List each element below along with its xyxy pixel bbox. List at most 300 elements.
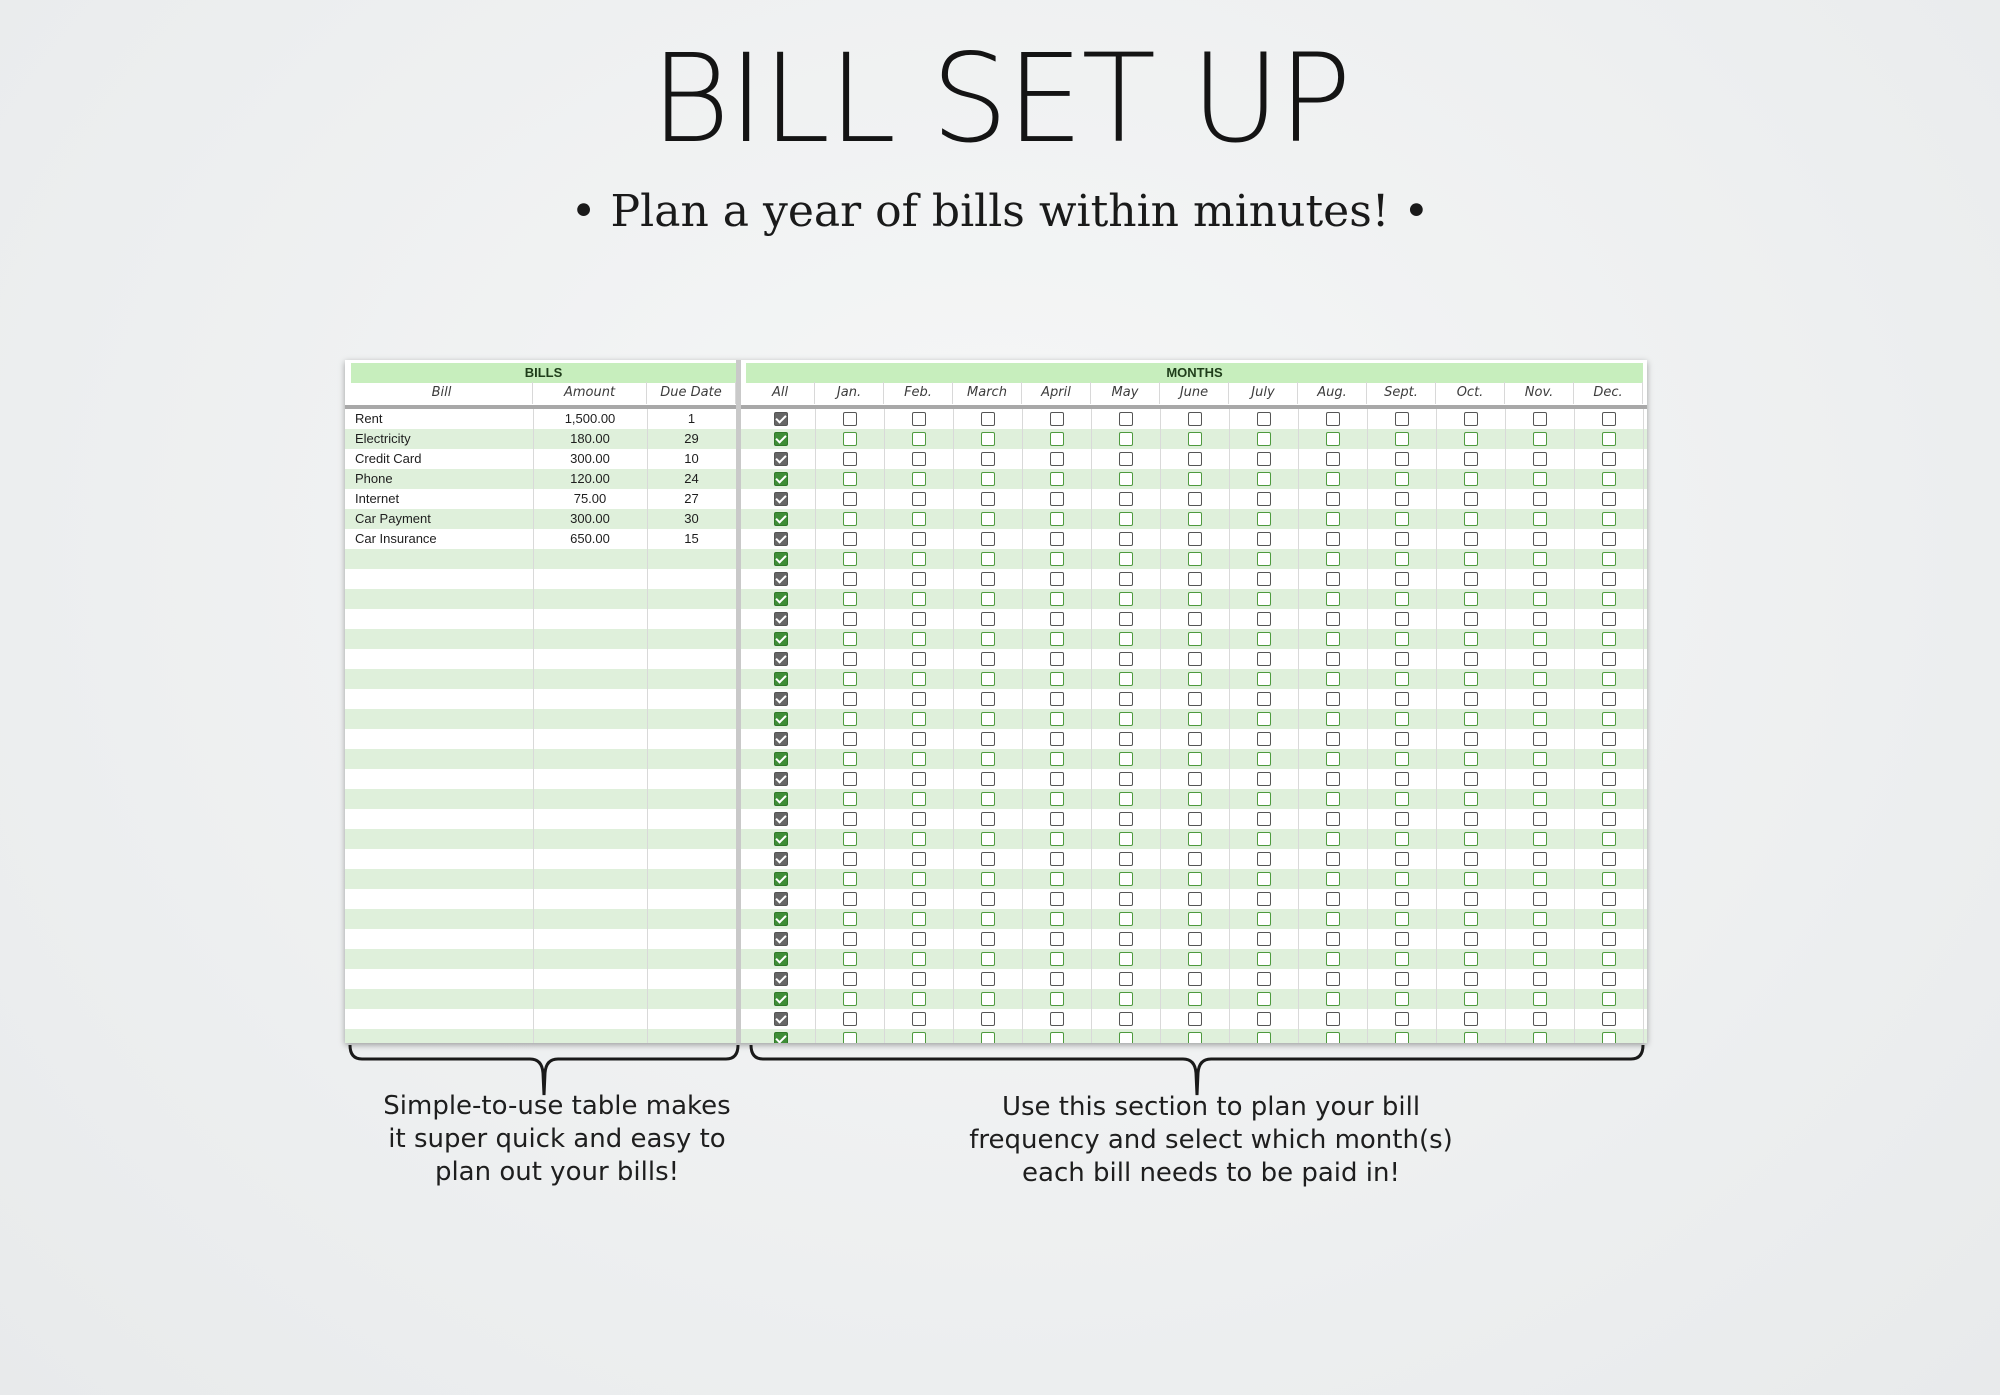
month-checkbox[interactable]: [1602, 932, 1616, 946]
month-checkbox[interactable]: [912, 832, 926, 846]
month-checkbox[interactable]: [1188, 792, 1202, 806]
month-checkbox[interactable]: [912, 872, 926, 886]
month-checkbox[interactable]: [1188, 852, 1202, 866]
all-months-checkbox[interactable]: [774, 972, 788, 986]
bill-amount-cell[interactable]: [533, 589, 647, 609]
month-checkbox[interactable]: [1257, 672, 1271, 686]
bill-bill-cell[interactable]: [355, 709, 533, 729]
month-checkbox[interactable]: [1602, 452, 1616, 466]
month-checkbox[interactable]: [912, 592, 926, 606]
month-checkbox[interactable]: [1395, 912, 1409, 926]
month-checkbox[interactable]: [843, 612, 857, 626]
month-checkbox[interactable]: [1050, 872, 1064, 886]
month-checkbox[interactable]: [1464, 412, 1478, 426]
month-checkbox[interactable]: [1257, 912, 1271, 926]
month-checkbox[interactable]: [1257, 652, 1271, 666]
bill-amount-cell[interactable]: 75.00: [573, 491, 607, 506]
month-checkbox[interactable]: [912, 512, 926, 526]
month-checkbox[interactable]: [1602, 912, 1616, 926]
month-checkbox[interactable]: [843, 792, 857, 806]
month-checkbox[interactable]: [1464, 812, 1478, 826]
month-checkbox[interactable]: [1464, 512, 1478, 526]
month-checkbox[interactable]: [1050, 572, 1064, 586]
month-checkbox[interactable]: [1257, 892, 1271, 906]
month-checkbox[interactable]: [1395, 932, 1409, 946]
month-checkbox[interactable]: [981, 912, 995, 926]
bill-amount-cell[interactable]: [533, 549, 647, 569]
month-checkbox[interactable]: [1119, 912, 1133, 926]
bill-amount-cell[interactable]: [533, 809, 647, 829]
month-checkbox[interactable]: [1533, 632, 1547, 646]
month-checkbox[interactable]: [912, 812, 926, 826]
month-checkbox[interactable]: [912, 712, 926, 726]
month-checkbox[interactable]: [1602, 992, 1616, 1006]
month-checkbox[interactable]: [1464, 552, 1478, 566]
month-checkbox[interactable]: [981, 732, 995, 746]
bill-bill-cell[interactable]: [355, 949, 533, 969]
month-checkbox[interactable]: [1257, 812, 1271, 826]
month-checkbox[interactable]: [1326, 652, 1340, 666]
month-checkbox[interactable]: [1119, 652, 1133, 666]
month-checkbox[interactable]: [1464, 472, 1478, 486]
month-checkbox[interactable]: [1464, 672, 1478, 686]
month-checkbox[interactable]: [1533, 1032, 1547, 1043]
bill-bill-cell[interactable]: [355, 909, 533, 929]
bill-due-cell[interactable]: [647, 1009, 736, 1029]
month-checkbox[interactable]: [1533, 712, 1547, 726]
month-checkbox[interactable]: [1533, 672, 1547, 686]
month-checkbox[interactable]: [1464, 852, 1478, 866]
month-checkbox[interactable]: [843, 732, 857, 746]
all-months-checkbox[interactable]: [774, 812, 788, 826]
month-checkbox[interactable]: [1326, 812, 1340, 826]
month-checkbox[interactable]: [1257, 932, 1271, 946]
month-checkbox[interactable]: [1050, 492, 1064, 506]
month-checkbox[interactable]: [1602, 852, 1616, 866]
month-checkbox[interactable]: [1050, 412, 1064, 426]
month-checkbox[interactable]: [912, 952, 926, 966]
month-checkbox[interactable]: [843, 1032, 857, 1043]
month-checkbox[interactable]: [1533, 752, 1547, 766]
month-checkbox[interactable]: [1257, 752, 1271, 766]
month-checkbox[interactable]: [1257, 792, 1271, 806]
month-checkbox[interactable]: [1326, 1012, 1340, 1026]
month-checkbox[interactable]: [1119, 692, 1133, 706]
month-checkbox[interactable]: [1464, 972, 1478, 986]
month-checkbox[interactable]: [1464, 432, 1478, 446]
all-months-checkbox[interactable]: [774, 712, 788, 726]
month-checkbox[interactable]: [1050, 752, 1064, 766]
all-months-checkbox[interactable]: [774, 612, 788, 626]
month-checkbox[interactable]: [843, 852, 857, 866]
month-checkbox[interactable]: [981, 552, 995, 566]
bill-bill-cell[interactable]: Rent: [355, 411, 383, 426]
month-checkbox[interactable]: [912, 412, 926, 426]
bill-due-cell[interactable]: 24: [684, 471, 699, 486]
month-checkbox[interactable]: [843, 752, 857, 766]
bill-due-cell[interactable]: [647, 649, 736, 669]
all-months-checkbox[interactable]: [774, 432, 788, 446]
month-checkbox[interactable]: [1119, 532, 1133, 546]
month-checkbox[interactable]: [912, 1032, 926, 1043]
month-checkbox[interactable]: [1326, 672, 1340, 686]
month-checkbox[interactable]: [1119, 592, 1133, 606]
bill-amount-cell[interactable]: [533, 729, 647, 749]
month-checkbox[interactable]: [912, 912, 926, 926]
month-checkbox[interactable]: [1533, 532, 1547, 546]
month-checkbox[interactable]: [981, 752, 995, 766]
bill-amount-cell[interactable]: [533, 909, 647, 929]
month-checkbox[interactable]: [1326, 892, 1340, 906]
bill-due-cell[interactable]: 30: [684, 511, 699, 526]
month-checkbox[interactable]: [1119, 452, 1133, 466]
month-checkbox[interactable]: [843, 872, 857, 886]
month-checkbox[interactable]: [1602, 512, 1616, 526]
month-checkbox[interactable]: [1257, 532, 1271, 546]
bill-due-cell[interactable]: 10: [684, 451, 699, 466]
month-checkbox[interactable]: [1119, 672, 1133, 686]
bill-due-cell[interactable]: [647, 589, 736, 609]
month-checkbox[interactable]: [912, 652, 926, 666]
month-checkbox[interactable]: [1188, 992, 1202, 1006]
month-checkbox[interactable]: [1602, 1012, 1616, 1026]
month-checkbox[interactable]: [1257, 852, 1271, 866]
month-checkbox[interactable]: [1188, 1032, 1202, 1043]
month-checkbox[interactable]: [1395, 592, 1409, 606]
month-checkbox[interactable]: [1188, 972, 1202, 986]
all-months-checkbox[interactable]: [774, 852, 788, 866]
month-checkbox[interactable]: [1602, 412, 1616, 426]
month-checkbox[interactable]: [1050, 532, 1064, 546]
all-months-checkbox[interactable]: [774, 772, 788, 786]
month-checkbox[interactable]: [981, 652, 995, 666]
month-checkbox[interactable]: [1326, 512, 1340, 526]
bill-amount-cell[interactable]: 300.00: [570, 451, 610, 466]
month-checkbox[interactable]: [912, 612, 926, 626]
bill-bill-cell[interactable]: [355, 889, 533, 909]
month-checkbox[interactable]: [1464, 532, 1478, 546]
month-checkbox[interactable]: [1602, 572, 1616, 586]
month-checkbox[interactable]: [1464, 932, 1478, 946]
month-checkbox[interactable]: [1533, 972, 1547, 986]
month-checkbox[interactable]: [1395, 1012, 1409, 1026]
month-checkbox[interactable]: [981, 1012, 995, 1026]
month-checkbox[interactable]: [1326, 832, 1340, 846]
month-checkbox[interactable]: [1533, 1012, 1547, 1026]
month-checkbox[interactable]: [1050, 712, 1064, 726]
month-checkbox[interactable]: [981, 532, 995, 546]
bill-bill-cell[interactable]: Internet: [355, 491, 400, 506]
bill-bill-cell[interactable]: Car Payment: [355, 511, 431, 526]
month-checkbox[interactable]: [843, 772, 857, 786]
month-checkbox[interactable]: [1257, 472, 1271, 486]
all-months-checkbox[interactable]: [774, 412, 788, 426]
month-checkbox[interactable]: [1602, 472, 1616, 486]
month-checkbox[interactable]: [843, 572, 857, 586]
month-checkbox[interactable]: [843, 652, 857, 666]
all-months-checkbox[interactable]: [774, 472, 788, 486]
month-checkbox[interactable]: [912, 992, 926, 1006]
bill-amount-cell[interactable]: [533, 989, 647, 1009]
month-checkbox[interactable]: [1119, 752, 1133, 766]
bill-amount-cell[interactable]: [533, 829, 647, 849]
month-checkbox[interactable]: [1602, 812, 1616, 826]
month-checkbox[interactable]: [1533, 492, 1547, 506]
month-checkbox[interactable]: [981, 872, 995, 886]
month-checkbox[interactable]: [1464, 772, 1478, 786]
bill-bill-cell[interactable]: [355, 849, 533, 869]
month-checkbox[interactable]: [1533, 452, 1547, 466]
month-checkbox[interactable]: [1050, 692, 1064, 706]
month-checkbox[interactable]: [912, 452, 926, 466]
month-checkbox[interactable]: [1533, 512, 1547, 526]
month-checkbox[interactable]: [1119, 432, 1133, 446]
month-checkbox[interactable]: [1188, 812, 1202, 826]
month-checkbox[interactable]: [912, 932, 926, 946]
bill-due-cell[interactable]: [647, 889, 736, 909]
month-checkbox[interactable]: [981, 932, 995, 946]
month-checkbox[interactable]: [843, 492, 857, 506]
month-checkbox[interactable]: [981, 572, 995, 586]
month-checkbox[interactable]: [981, 792, 995, 806]
month-checkbox[interactable]: [1257, 872, 1271, 886]
month-checkbox[interactable]: [1395, 792, 1409, 806]
all-months-checkbox[interactable]: [774, 872, 788, 886]
month-checkbox[interactable]: [1050, 432, 1064, 446]
month-checkbox[interactable]: [1395, 752, 1409, 766]
month-checkbox[interactable]: [1464, 452, 1478, 466]
month-checkbox[interactable]: [843, 412, 857, 426]
month-checkbox[interactable]: [1395, 832, 1409, 846]
month-checkbox[interactable]: [912, 472, 926, 486]
month-checkbox[interactable]: [1188, 652, 1202, 666]
month-checkbox[interactable]: [1395, 552, 1409, 566]
month-checkbox[interactable]: [1188, 712, 1202, 726]
month-checkbox[interactable]: [912, 772, 926, 786]
month-checkbox[interactable]: [1050, 652, 1064, 666]
month-checkbox[interactable]: [912, 432, 926, 446]
month-checkbox[interactable]: [1464, 872, 1478, 886]
bill-bill-cell[interactable]: [355, 989, 533, 1009]
bill-amount-cell[interactable]: [533, 789, 647, 809]
month-checkbox[interactable]: [843, 812, 857, 826]
month-checkbox[interactable]: [912, 752, 926, 766]
month-checkbox[interactable]: [1257, 552, 1271, 566]
all-months-checkbox[interactable]: [774, 732, 788, 746]
month-checkbox[interactable]: [1464, 1032, 1478, 1043]
all-months-checkbox[interactable]: [774, 592, 788, 606]
month-checkbox[interactable]: [981, 672, 995, 686]
month-checkbox[interactable]: [912, 792, 926, 806]
month-checkbox[interactable]: [1602, 952, 1616, 966]
month-checkbox[interactable]: [1326, 952, 1340, 966]
month-checkbox[interactable]: [1188, 552, 1202, 566]
month-checkbox[interactable]: [1464, 612, 1478, 626]
all-months-checkbox[interactable]: [774, 832, 788, 846]
month-checkbox[interactable]: [1326, 432, 1340, 446]
bill-amount-cell[interactable]: [533, 569, 647, 589]
month-checkbox[interactable]: [1395, 432, 1409, 446]
all-months-checkbox[interactable]: [774, 492, 788, 506]
month-checkbox[interactable]: [1119, 852, 1133, 866]
month-checkbox[interactable]: [1326, 612, 1340, 626]
month-checkbox[interactable]: [1119, 552, 1133, 566]
month-checkbox[interactable]: [1119, 612, 1133, 626]
month-checkbox[interactable]: [1188, 472, 1202, 486]
month-checkbox[interactable]: [1464, 692, 1478, 706]
month-checkbox[interactable]: [1395, 492, 1409, 506]
month-checkbox[interactable]: [1395, 512, 1409, 526]
month-checkbox[interactable]: [1119, 732, 1133, 746]
month-checkbox[interactable]: [1464, 592, 1478, 606]
month-checkbox[interactable]: [843, 1012, 857, 1026]
month-checkbox[interactable]: [1188, 772, 1202, 786]
bill-amount-cell[interactable]: [533, 669, 647, 689]
month-checkbox[interactable]: [1050, 1012, 1064, 1026]
bill-bill-cell[interactable]: Credit Card: [355, 451, 422, 466]
bill-bill-cell[interactable]: [355, 589, 533, 609]
month-checkbox[interactable]: [981, 432, 995, 446]
month-checkbox[interactable]: [1119, 872, 1133, 886]
month-checkbox[interactable]: [1602, 612, 1616, 626]
bill-bill-cell[interactable]: Phone: [355, 471, 393, 486]
month-checkbox[interactable]: [912, 972, 926, 986]
month-checkbox[interactable]: [843, 552, 857, 566]
month-checkbox[interactable]: [1188, 952, 1202, 966]
bill-bill-cell[interactable]: [355, 809, 533, 829]
month-checkbox[interactable]: [1602, 492, 1616, 506]
month-checkbox[interactable]: [1119, 472, 1133, 486]
month-checkbox[interactable]: [1602, 652, 1616, 666]
bill-bill-cell[interactable]: [355, 749, 533, 769]
bill-amount-cell[interactable]: 650.00: [570, 531, 610, 546]
month-checkbox[interactable]: [1602, 672, 1616, 686]
all-months-checkbox[interactable]: [774, 572, 788, 586]
month-checkbox[interactable]: [912, 572, 926, 586]
all-months-checkbox[interactable]: [774, 792, 788, 806]
month-checkbox[interactable]: [1395, 472, 1409, 486]
month-checkbox[interactable]: [1188, 492, 1202, 506]
month-checkbox[interactable]: [1257, 1032, 1271, 1043]
month-checkbox[interactable]: [912, 692, 926, 706]
month-checkbox[interactable]: [1326, 972, 1340, 986]
month-checkbox[interactable]: [1464, 992, 1478, 1006]
month-checkbox[interactable]: [981, 512, 995, 526]
month-checkbox[interactable]: [1464, 912, 1478, 926]
month-checkbox[interactable]: [1188, 512, 1202, 526]
all-months-checkbox[interactable]: [774, 752, 788, 766]
month-checkbox[interactable]: [1188, 672, 1202, 686]
month-checkbox[interactable]: [912, 892, 926, 906]
month-checkbox[interactable]: [1533, 932, 1547, 946]
month-checkbox[interactable]: [1188, 912, 1202, 926]
month-checkbox[interactable]: [1188, 872, 1202, 886]
bill-amount-cell[interactable]: [533, 1029, 647, 1043]
bill-due-cell[interactable]: [647, 789, 736, 809]
month-checkbox[interactable]: [843, 512, 857, 526]
bill-due-cell[interactable]: [647, 849, 736, 869]
month-checkbox[interactable]: [1050, 832, 1064, 846]
month-checkbox[interactable]: [1395, 652, 1409, 666]
month-checkbox[interactable]: [1050, 812, 1064, 826]
bill-amount-cell[interactable]: [533, 849, 647, 869]
month-checkbox[interactable]: [1050, 512, 1064, 526]
month-checkbox[interactable]: [1050, 792, 1064, 806]
month-checkbox[interactable]: [1464, 492, 1478, 506]
month-checkbox[interactable]: [1050, 732, 1064, 746]
month-checkbox[interactable]: [1533, 552, 1547, 566]
month-checkbox[interactable]: [1326, 792, 1340, 806]
bill-amount-cell[interactable]: [533, 969, 647, 989]
bill-bill-cell[interactable]: [355, 869, 533, 889]
month-checkbox[interactable]: [912, 632, 926, 646]
month-checkbox[interactable]: [1464, 892, 1478, 906]
all-months-checkbox[interactable]: [774, 912, 788, 926]
month-checkbox[interactable]: [1257, 992, 1271, 1006]
month-checkbox[interactable]: [1533, 772, 1547, 786]
month-checkbox[interactable]: [1602, 632, 1616, 646]
month-checkbox[interactable]: [1602, 532, 1616, 546]
month-checkbox[interactable]: [981, 772, 995, 786]
month-checkbox[interactable]: [1602, 832, 1616, 846]
month-checkbox[interactable]: [1050, 952, 1064, 966]
bill-due-cell[interactable]: [647, 869, 736, 889]
month-checkbox[interactable]: [1050, 912, 1064, 926]
month-checkbox[interactable]: [1257, 972, 1271, 986]
bill-due-cell[interactable]: 15: [684, 531, 699, 546]
month-checkbox[interactable]: [1533, 872, 1547, 886]
month-checkbox[interactable]: [1119, 812, 1133, 826]
month-checkbox[interactable]: [1050, 632, 1064, 646]
month-checkbox[interactable]: [1257, 612, 1271, 626]
month-checkbox[interactable]: [1326, 712, 1340, 726]
month-checkbox[interactable]: [1050, 932, 1064, 946]
month-checkbox[interactable]: [1119, 952, 1133, 966]
month-checkbox[interactable]: [1464, 952, 1478, 966]
month-checkbox[interactable]: [1119, 932, 1133, 946]
month-checkbox[interactable]: [1119, 832, 1133, 846]
month-checkbox[interactable]: [1188, 632, 1202, 646]
month-checkbox[interactable]: [1050, 892, 1064, 906]
month-checkbox[interactable]: [843, 892, 857, 906]
bill-bill-cell[interactable]: Electricity: [355, 431, 411, 446]
month-checkbox[interactable]: [1464, 752, 1478, 766]
month-checkbox[interactable]: [843, 532, 857, 546]
month-checkbox[interactable]: [1533, 852, 1547, 866]
month-checkbox[interactable]: [1188, 752, 1202, 766]
month-checkbox[interactable]: [1119, 572, 1133, 586]
month-checkbox[interactable]: [1257, 1012, 1271, 1026]
month-checkbox[interactable]: [1395, 852, 1409, 866]
month-checkbox[interactable]: [1050, 552, 1064, 566]
month-checkbox[interactable]: [843, 692, 857, 706]
month-checkbox[interactable]: [1602, 1032, 1616, 1043]
month-checkbox[interactable]: [1395, 872, 1409, 886]
bill-due-cell[interactable]: [647, 1029, 736, 1043]
month-checkbox[interactable]: [1188, 452, 1202, 466]
bill-bill-cell[interactable]: [355, 669, 533, 689]
bill-due-cell[interactable]: 1: [687, 411, 696, 426]
month-checkbox[interactable]: [1464, 792, 1478, 806]
month-checkbox[interactable]: [843, 912, 857, 926]
all-months-checkbox[interactable]: [774, 952, 788, 966]
month-checkbox[interactable]: [1326, 752, 1340, 766]
month-checkbox[interactable]: [1326, 472, 1340, 486]
all-months-checkbox[interactable]: [774, 932, 788, 946]
month-checkbox[interactable]: [1533, 652, 1547, 666]
bill-due-cell[interactable]: [647, 949, 736, 969]
month-checkbox[interactable]: [1533, 732, 1547, 746]
